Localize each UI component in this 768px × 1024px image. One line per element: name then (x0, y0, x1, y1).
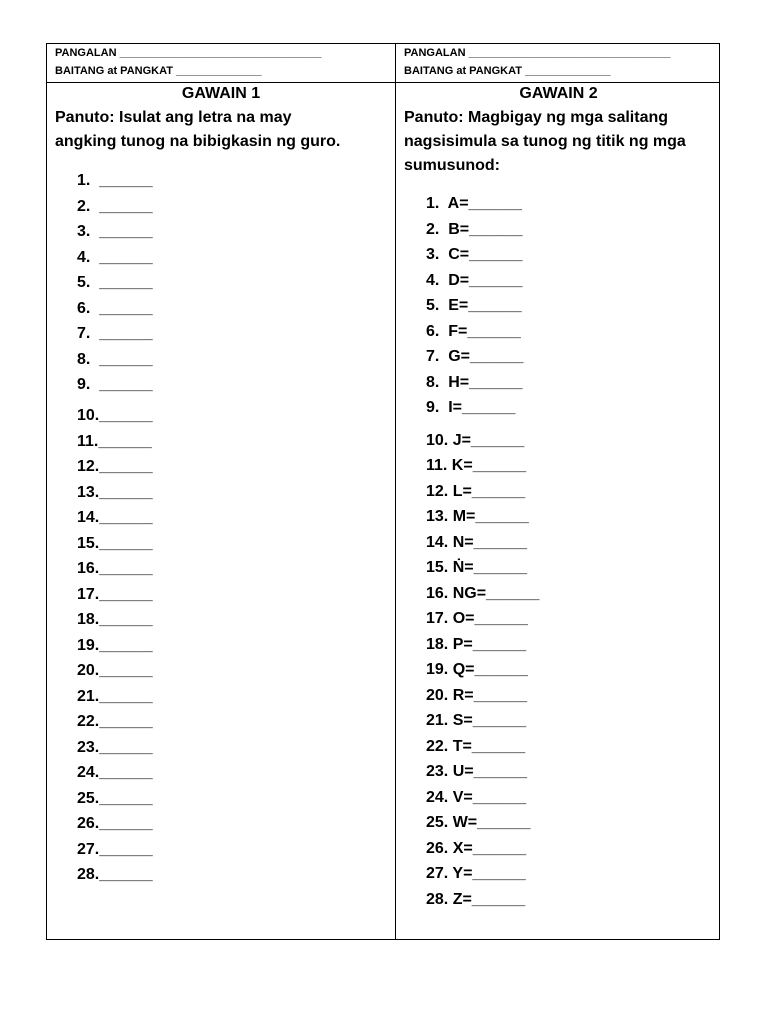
list-item: 6. F=______ (426, 322, 521, 340)
list-item: 17.______ (77, 585, 153, 603)
list-item: 4. D=______ (426, 271, 523, 289)
list-item: 3. C=______ (426, 246, 523, 263)
list-item: 28.______ (77, 866, 153, 883)
list-item: 12. L=______ (426, 482, 526, 500)
grade-section-field-label: BAITANG at PANGKAT ______________ (404, 65, 611, 77)
list-item: 14.______ (77, 509, 153, 526)
list-item: 25.______ (77, 789, 153, 807)
list-item: 16. NG=______ (426, 584, 540, 602)
list-item: 4. ______ (77, 248, 153, 266)
list-item: 9. ______ (77, 376, 153, 393)
list-item: 23. U=______ (426, 763, 527, 780)
worksheet-table (46, 43, 720, 940)
list-item: 9. I=______ (426, 399, 516, 416)
list-item: 1. ______ (77, 172, 153, 189)
list-item: 7. G=______ (426, 348, 524, 365)
list-item: 21.______ (77, 687, 153, 705)
list-item: 24. V=______ (426, 788, 527, 806)
list-item: 2. B=______ (426, 220, 523, 238)
activity-instruction: Panuto: Isulat ang letra na may angking tunog na bibigkasin ng guro. (55, 109, 341, 150)
list-item: 27.______ (77, 840, 153, 858)
list-item: 8. ______ (77, 350, 153, 368)
activity-title: GAWAIN 1 (181, 85, 261, 102)
list-item: 8. H=______ (426, 373, 523, 391)
list-item: 24.______ (77, 764, 153, 781)
list-item: 25. W=______ (426, 814, 531, 831)
list-item: 15. Ṅ=______ (426, 559, 527, 576)
list-item: 22. T=______ (426, 737, 526, 755)
list-item: 13.______ (77, 483, 153, 501)
list-item: 20. R=______ (426, 686, 527, 704)
list-item: 1. A=______ (426, 195, 522, 212)
name-field-label: PANGALAN _________________________________ (55, 47, 322, 59)
list-item: 10. J=______ (426, 431, 525, 449)
list-item: 18. P=______ (426, 635, 527, 653)
list-item: 13. M=______ (426, 508, 529, 525)
grade-section-field-label: BAITANG at PANGKAT ______________ (55, 65, 262, 77)
gawain-1-column (47, 44, 395, 939)
list-item: 19. Q=______ (426, 661, 528, 678)
list-item: 12.______ (77, 458, 153, 475)
list-item: 5. ______ (77, 274, 153, 291)
list-item: 26. X=______ (426, 839, 527, 857)
list-item: 19.______ (77, 636, 153, 654)
list-item: 3. ______ (77, 223, 153, 240)
list-item: 28. Z=______ (426, 890, 526, 908)
list-item: 21. S=______ (426, 712, 527, 729)
list-item: 22.______ (77, 713, 153, 730)
list-item: 2. ______ (77, 197, 153, 215)
list-item: 17. O=______ (426, 610, 528, 627)
list-item: 27. Y=______ (426, 865, 526, 882)
list-item: 10.______ (77, 407, 153, 424)
list-item: 26.______ (77, 815, 153, 832)
list-item: 18.______ (77, 611, 153, 628)
list-item: 7. ______ (77, 325, 153, 342)
list-item: 11.______ (77, 432, 152, 450)
list-item: 11. K=______ (426, 457, 527, 474)
list-item: 14. N=______ (426, 533, 527, 551)
list-item: 5. E=______ (426, 297, 522, 314)
list-item: 16.______ (77, 560, 153, 577)
list-item: 6. ______ (77, 299, 153, 317)
list-item: 20.______ (77, 662, 153, 679)
activity-instruction: Panuto: Magbigay ng mga salitang nagsisimula sa tunog ng titik ng mga sumusunod: (404, 109, 686, 174)
name-field-label: PANGALAN _________________________________ (404, 47, 671, 59)
gawain-2-column (396, 44, 721, 939)
activity-title: GAWAIN 2 (519, 85, 598, 102)
list-item: 15.______ (77, 534, 153, 552)
list-item: 23.______ (77, 738, 153, 756)
